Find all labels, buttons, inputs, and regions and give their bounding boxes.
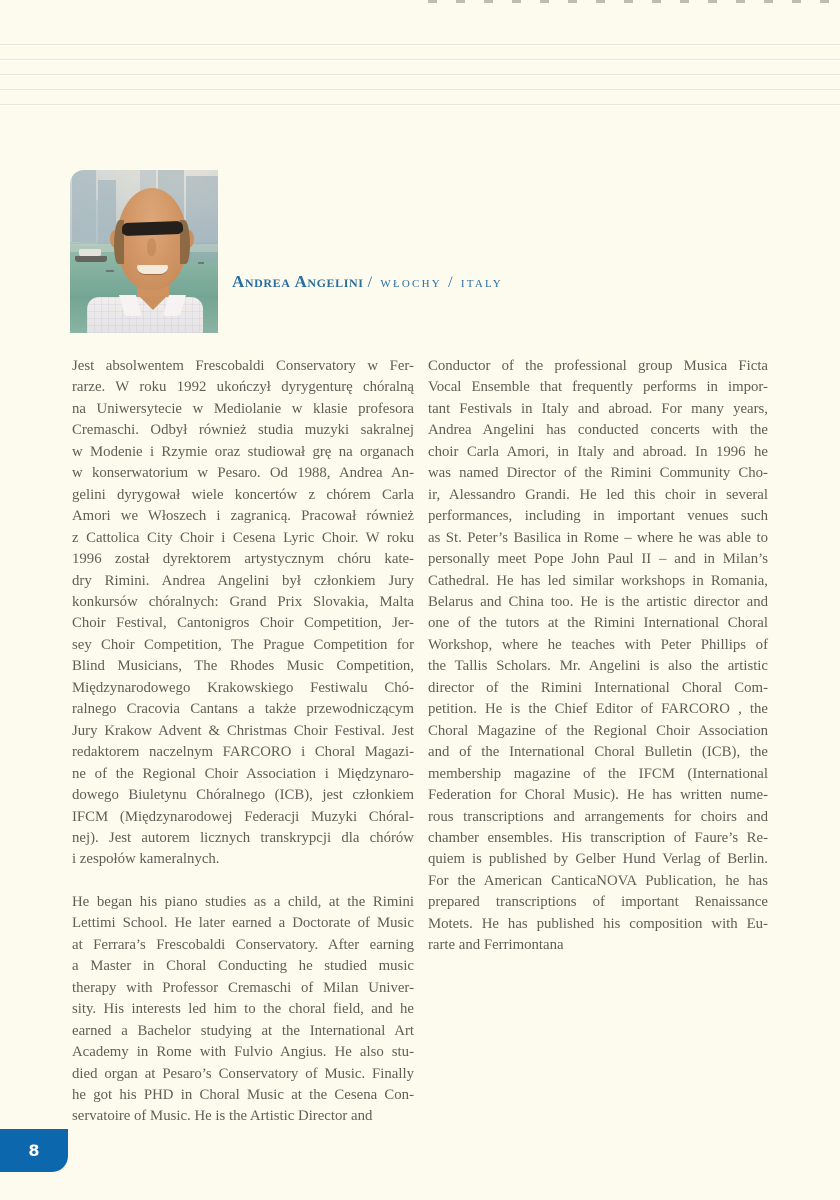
text-line: rarte and Ferrimontana: [428, 937, 564, 954]
text-line: therapy with Professor Cremaschi of Milan Univer-: [72, 979, 414, 996]
bio-paragraph-english-1: [72, 892, 414, 1128]
text-line: Choir Festival, Cantonigros Choir Competition, Jer-: [72, 615, 414, 632]
text-line: performances, including in important venues such: [428, 508, 768, 525]
text-line: dry Rimini. Andrea Angelini był członkiem Jury: [72, 572, 414, 589]
text-line: For the American CanticaNOVA Publication, he has: [428, 872, 768, 889]
text-line: one of the tutors at the Rimini International Choral: [428, 615, 768, 632]
text-line: Jest absolwentem Frescobaldi Conservatory w Fer-: [72, 358, 414, 374]
text-line: rous transcriptions and arrangements for choirs and: [428, 808, 768, 825]
text-line: Jury Krakow Advent & Christmas Choir Festival. Jest: [72, 722, 414, 739]
text-line: Andrea Angelini has conducted concerts with the: [428, 422, 768, 439]
text-line: membership magazine of the IFCM (International: [428, 765, 768, 782]
photo-warm-tone-overlay: [70, 170, 218, 333]
text-line: Lettimi School. He later earned a Doctorate of Music: [72, 915, 414, 932]
text-line: redaktorem naczelnym FARCORO i Choral Magazi-: [72, 744, 414, 761]
text-line: gelini dyrygował wiele koncertów z chórem Carla: [72, 486, 414, 503]
text-line: dowego Biuletynu Chóralnego (ICB), jest członkiem: [72, 787, 414, 804]
text-line: petition. He is the Chief Editor of FARCORO , the: [428, 701, 768, 718]
text-line: director of the Rimini International Choral Com-: [428, 679, 768, 696]
text-line: chamber ensembles. His transcription of Faure’s Re-: [428, 829, 768, 846]
text-line: Cremaschi. Odbył również studia muzyki sakralnej: [72, 422, 414, 439]
text-line: Międzynarodowego Krakowskiego Festiwalu Chó-: [72, 679, 414, 696]
text-line: Amori we Włoszech i zagranicą. Pracował również: [72, 508, 414, 525]
text-line: w konserwatorium w Pesaro. Od 1988, Andrea An-: [72, 465, 414, 482]
text-line: Cathedral. He has led similar workshops in Romania,: [428, 572, 768, 589]
text-line: Academy in Rome with Fulvio Angius. He also stu-: [72, 1044, 414, 1061]
text-line: and of the International Choral Bulletin (ICB), the: [428, 744, 768, 761]
text-line: a Master in Choral Conducting he studied music: [72, 958, 414, 975]
text-line: personally meet Pope John Paul II – and in Milan’s: [428, 551, 768, 568]
bio-paragraph-polish: [72, 356, 414, 871]
text-line: sity. His interests led him to the choral field, and he: [72, 1001, 414, 1018]
text-line: earned a Bachelor studying at the International Art: [72, 1022, 414, 1039]
text-line: prepared transcriptions of important Renaissance: [428, 894, 768, 911]
text-line: Blind Musicians, The Rhodes Music Competition,: [72, 658, 414, 675]
decorative-staff-lines: [0, 44, 840, 108]
text-line: Federation for Choral Music). He has written nume-: [428, 787, 768, 804]
text-line: the Tallis Scholars. Mr. Angelini is also the artistic: [428, 658, 768, 675]
text-line: He began his piano studies as a child, at the Rimini: [72, 893, 414, 910]
text-line: IFCM (Międzynarodowej Federacji Muzyki Chóral-: [72, 808, 414, 825]
bio-paragraph-english-2: [428, 356, 768, 957]
text-line: Workshop, where he teaches with Peter Phillips of: [428, 636, 768, 653]
page-number-tab: [0, 1129, 68, 1172]
text-line: ralnego Cracovia Cantans a także przewodniczącym: [72, 701, 414, 718]
portrait-photo: [70, 170, 218, 333]
text-line: 1996 został dyrektorem artystycznym chóru kate-: [72, 551, 414, 568]
text-line: na Uniwersytecie w Mediolanie w klasie profesora: [72, 400, 414, 417]
text-line: z Cattolica City Choir i Cesena Lyric Choir. W roku: [72, 529, 414, 546]
text-line: at Ferrara’s Frescobaldi Conservatory. After earning: [72, 936, 414, 953]
text-line: w Modenie i Rzymie oraz studiował grę na organach: [72, 443, 414, 460]
text-line: konkursów chóralnych: Grand Prix Slovakia, Malta: [72, 593, 414, 610]
text-line: Motets. He has published his composition with Eu-: [428, 915, 768, 932]
text-line: Belarus and China too. He is the artistic director and: [428, 593, 768, 610]
text-line: he got his PHD in Choral Music at the Cesena Con-: [72, 1086, 414, 1103]
text-column-left: [72, 356, 414, 1149]
text-line: ir, Alessandro Grandi. He led this choir in several: [428, 486, 768, 503]
text-line: ne of the Regional Choir Association i Międzynaro-: [72, 765, 414, 782]
text-line: Conductor of the professional group Musica Ficta: [428, 358, 768, 374]
text-line: as St. Peter’s Basilica in Rome – where he was able to: [428, 529, 768, 546]
text-line: servatoire of Music. He is the Artistic Director and: [72, 1108, 373, 1125]
text-line: i zespołów kameralnych.: [72, 851, 220, 868]
artist-title: [232, 272, 503, 292]
text-line: Vocal Ensemble that frequently performs in impor-: [428, 379, 768, 396]
text-line: nej). Jest autorem licznych transkrypcji dla chórów: [72, 829, 414, 846]
text-line: choir Carla Amori, in Italy and abroad. In 1996 he: [428, 443, 768, 460]
text-line: died organ at Pesaro’s Conservatory of Music. Finally: [72, 1065, 414, 1082]
text-line: sey Choir Competition, The Prague Competition for: [72, 636, 414, 653]
page-top-crop-fragments: [428, 0, 840, 3]
artist-country: / włochy / italy: [367, 274, 503, 291]
text-line: rarze. W roku 1992 ukończył dyrygenturę chóralną: [72, 379, 414, 396]
text-line: Choral Magazine of the Regional Choir Association: [428, 722, 768, 739]
artist-name: Andrea Angelini: [232, 272, 364, 291]
text-column-right: [428, 356, 768, 978]
text-line: quiem is published by Gelber Hund Verlag of Berlin.: [428, 851, 768, 868]
page-number: 8: [28, 1141, 40, 1160]
text-line: tant Festivals in Italy and abroad. For many years,: [428, 400, 768, 417]
text-line: was named Director of the Rimini Community Cho-: [428, 465, 768, 482]
